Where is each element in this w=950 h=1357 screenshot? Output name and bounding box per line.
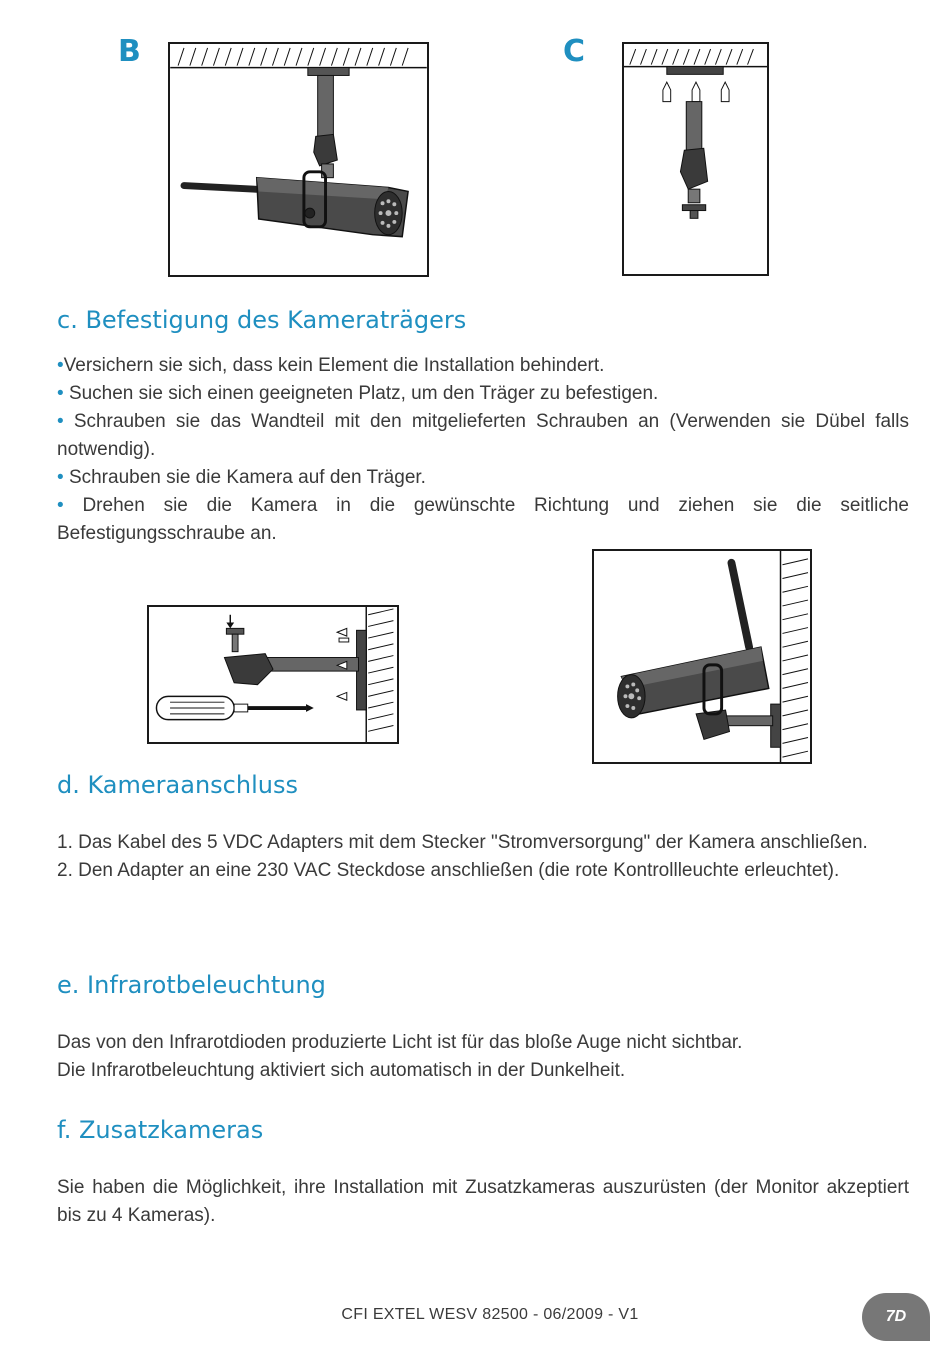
section-e-heading: e. Infrarotbeleuchtung: [57, 971, 326, 999]
figure-wall-camera-illustration: [594, 551, 810, 762]
bullet-icon: •: [57, 495, 83, 516]
figure-wall-mounted-camera: [592, 549, 812, 764]
section-e-text: [57, 1029, 909, 1085]
list-item: • Schrauben sie die Kamera auf den Träger.: [57, 467, 426, 488]
figure-c-illustration: [624, 44, 767, 274]
figure-b-label: B: [118, 34, 141, 69]
bullet-icon: •: [57, 467, 69, 488]
paragraph-line: Die Infrarotbeleuchtung aktiviert sich automatisch in der Dunkelheit.: [57, 1060, 626, 1081]
section-f-heading: f. Zusatzkameras: [57, 1116, 264, 1144]
section-f-text: [57, 1174, 909, 1230]
bullet-icon: •: [57, 383, 69, 404]
section-c-heading: c. Befestigung des Kameraträgers: [57, 306, 467, 334]
figure-wall-bracket-illustration: [149, 607, 397, 742]
list-item: •Versichern sie sich, dass kein Element die Installation behindert.: [57, 355, 605, 376]
bullet-icon: •: [57, 411, 74, 432]
bullet-icon: •: [57, 355, 64, 376]
figure-c-label: C: [563, 34, 586, 69]
section-d-text: [57, 829, 909, 885]
figure-b-ceiling-mount-camera: [168, 42, 429, 277]
figure-c-ceiling-bracket: [622, 42, 769, 276]
list-item: • Drehen sie die Kamera in die gewünschte Richtung und ziehen sie die seitliche Befestigungsschraube an.: [57, 495, 909, 544]
list-item: • Suchen sie sich einen geeigneten Platz, um den Träger zu befestigen.: [57, 383, 659, 404]
figure-wall-bracket-screwdriver: [147, 605, 399, 744]
page-number-badge: 7D: [862, 1293, 930, 1341]
section-c-bullet-list: [57, 352, 909, 548]
paragraph-line: Das von den Infrarotdioden produzierte Licht ist für das bloße Auge nicht sichtbar.: [57, 1032, 743, 1053]
footer-doc-reference: CFI EXTEL WESV 82500 - 06/2009 - V1: [341, 1306, 639, 1323]
paragraph-line: 1. Das Kabel des 5 VDC Adapters mit dem Stecker "Stromversorgung" der Kamera anschließen.: [57, 832, 868, 853]
paragraph-line: Sie haben die Möglichkeit, ihre Installation mit Zusatzkameras auszurüsten (der Monitor akzeptiert bis zu 4 Kameras).: [57, 1177, 909, 1226]
list-item: • Schrauben sie das Wandteil mit den mitgelieferten Schrauben an (Verwenden sie Dübel falls notwendig).: [57, 411, 909, 460]
section-d-heading: d. Kameraanschluss: [57, 771, 298, 799]
paragraph-line: 2. Den Adapter an eine 230 VAC Steckdose anschließen (die rote Kontrollleuchte erleuchtet).: [57, 860, 840, 881]
figure-b-illustration: [170, 44, 427, 275]
